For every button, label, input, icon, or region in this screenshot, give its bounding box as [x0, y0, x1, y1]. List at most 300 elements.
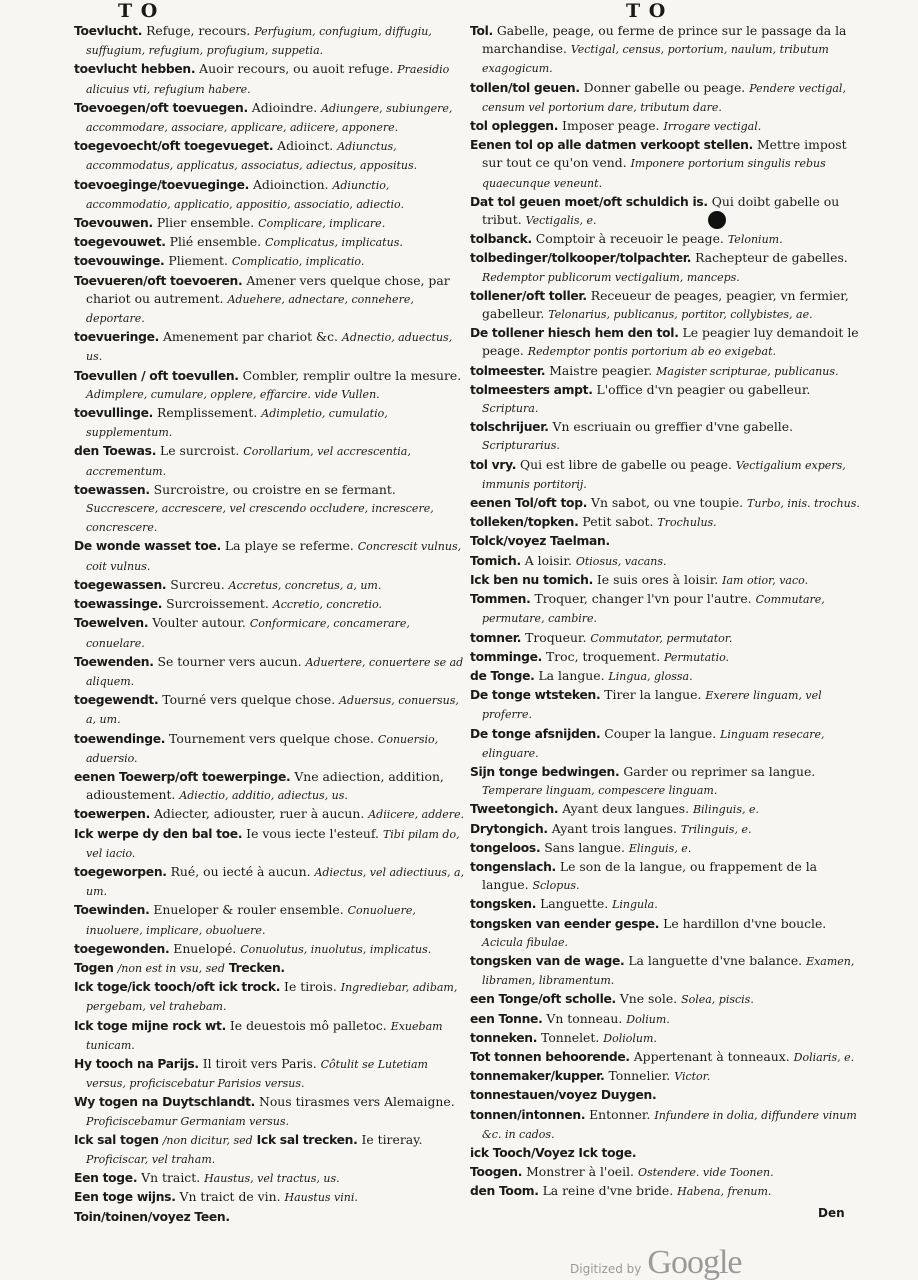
latin-gloss: Commutare, permutare, cambire. [482, 593, 825, 626]
french-gloss: Vn traict. [137, 1170, 205, 1186]
dictionary-entry [470, 990, 863, 1009]
dictionary-entry [470, 324, 863, 361]
french-gloss: Troqueur. [521, 629, 591, 645]
french-gloss: La reine d'vne bride. [538, 1183, 678, 1199]
latin-gloss: Perfugium, confugium, diffugiu, suffugium, refugium, profugium, suppetia. [86, 25, 432, 58]
latin-gloss: Telonarius, publicanus, portitor, collybistes, ae. [548, 308, 813, 322]
dictionary-entry [470, 839, 863, 858]
latin-gloss: Turbo, inis. trochus. [747, 497, 860, 511]
dictionary-entry [470, 858, 863, 895]
dictionary-entry [470, 895, 863, 914]
watermark [570, 1244, 742, 1278]
headword: Ick werpe dy den bal toe. [74, 826, 243, 841]
latin-gloss: /non est in vsu, sed [117, 961, 225, 975]
french-gloss: Ie tirois. [280, 979, 341, 995]
latin-gloss: Lingua, glossa. [608, 669, 693, 683]
headword: toegeworpen. [74, 864, 167, 879]
headword: toegewassen. [74, 577, 167, 592]
headword-continued: Trecken. [224, 960, 285, 975]
latin-gloss: Proficiscebamur Germaniam versus. [86, 1114, 289, 1128]
dictionary-entry [470, 418, 863, 455]
french-gloss: Adioinct. [273, 138, 338, 154]
headword: Drytongich. [470, 821, 548, 836]
latin-gloss: Adiungere, subiungere, accommodare, associare, applicare, adiicere, apponere. [86, 101, 453, 135]
french-gloss: Rachepteur de gabelles. [691, 250, 848, 266]
french-gloss-continued: Ie tireray. [357, 1131, 423, 1147]
right-column [470, 22, 863, 1202]
dictionary-entry [74, 176, 466, 214]
dictionary-entry [470, 494, 863, 513]
dictionary-entry [74, 214, 466, 233]
headword: toewerpen. [74, 807, 150, 822]
latin-gloss: Scriptura. [482, 402, 539, 416]
dictionary-entry [470, 1067, 863, 1086]
french-gloss: Se tourner vers aucun. [153, 653, 306, 669]
french-gloss: Entonner. [585, 1106, 655, 1122]
headword: toevueringe. [74, 330, 160, 345]
french-gloss: Languette. [536, 896, 613, 912]
headword: Toewelven. [74, 616, 149, 631]
latin-gloss: Habena, frenum. [677, 1185, 772, 1199]
latin-gloss: Dolium. [626, 1012, 670, 1026]
headword: toevlucht hebben. [74, 62, 196, 77]
french-gloss: Voulter autour. [148, 615, 250, 631]
french-gloss: Le hardillon d'vne boucle. [659, 915, 827, 931]
french-gloss: Adioindre. [247, 99, 322, 115]
latin-gloss: Adimplere, cumulare, opplere, effarcire. vide Vullen. [86, 387, 380, 401]
latin-gloss: Acicula fibulae. [482, 935, 568, 949]
watermark-brand: Google [647, 1244, 742, 1280]
headword: tolmeester. [470, 363, 546, 378]
dictionary-entry [470, 1029, 863, 1048]
latin-gloss: Conuoluere, inuoluere, implicare, obuoluere. [86, 904, 416, 937]
headword: Toewenden. [74, 654, 154, 669]
headword: tonnemaker/kupper. [470, 1069, 605, 1084]
dictionary-entry [74, 805, 466, 824]
latin-gloss: Adimpletio, cumulatio, supplementum. [86, 407, 388, 440]
latin-gloss: Exuebam tunicam. [86, 1019, 443, 1052]
headword: Tot tonnen behoorende. [470, 1049, 630, 1064]
running-header [70, 0, 860, 24]
dictionary-entry [74, 1017, 466, 1055]
french-gloss: Monstrer à l'oeil. [522, 1164, 638, 1180]
latin-gloss: Accretus, concretus, a, um. [228, 578, 382, 592]
dictionary-entry [470, 763, 863, 800]
french-gloss: Le peagier luy demandoit le peage. [482, 325, 859, 359]
french-gloss: Mettre impost sur tout ce qu'on vend. [482, 137, 847, 171]
latin-gloss: Exerere linguam, vel proferre. [482, 689, 822, 722]
latin-gloss: Vectigalium expers, immunis portitorij. [482, 458, 846, 491]
french-gloss: Surcroistre, ou croistre en se fermant. [149, 481, 396, 497]
latin-gloss: Pendere vectigal, censum vel portorium dare, tributum dare. [482, 81, 846, 114]
french-gloss: Surcreu. [166, 576, 229, 592]
headword: Tolck/voyez Taelman. [470, 534, 610, 549]
dictionary-entry [470, 552, 863, 571]
dictionary-entry [74, 481, 466, 538]
headword: toegevouwet. [74, 235, 166, 250]
french-gloss: Remplissement. [153, 405, 262, 421]
headword: Toin/toinen/voyez Teen. [74, 1209, 230, 1224]
dictionary-entry [74, 1131, 466, 1169]
headword: tonnestauen/voyez Duygen. [470, 1088, 657, 1103]
headword: toewassen. [74, 482, 150, 497]
french-gloss: La playe se referme. [220, 538, 358, 554]
headword: tongsken. [470, 897, 537, 912]
dictionary-entry [74, 22, 466, 60]
dictionary-entry [74, 99, 466, 137]
dictionary-entry [74, 537, 466, 575]
latin-gloss: /non dicitur, sed [162, 1133, 253, 1147]
dictionary-entry [470, 629, 863, 648]
dictionary-entry [470, 571, 863, 590]
latin-gloss: Victor. [674, 1070, 711, 1084]
latin-gloss: Complicatus, implicatus. [265, 236, 403, 250]
dictionary-entry [74, 367, 466, 404]
latin-gloss: Vectigal, census, portorium, naulum, tributum exagogicum. [482, 43, 829, 76]
latin-gloss: Sclopus. [532, 879, 580, 893]
headword: toevullinge. [74, 406, 154, 421]
latin-gloss: Adiectus, vel adiectiuus, a, um. [86, 865, 465, 899]
dictionary-entry [74, 1169, 466, 1188]
french-gloss: Surcroissement. [162, 596, 273, 612]
dictionary-entry [470, 1048, 863, 1067]
headword: toevoeginge/toevueginge. [74, 177, 250, 192]
french-gloss: Comptoir à receuoir le peage. [531, 231, 728, 247]
headword: de Tonge. [470, 668, 535, 683]
headword: ick Tooch/Voyez Ick toge. [470, 1145, 637, 1160]
latin-gloss: Haustus vini. [284, 1191, 358, 1205]
dictionary-entry [74, 653, 466, 691]
dictionary-entry [74, 272, 466, 329]
latin-gloss: Doliolum. [603, 1031, 657, 1045]
dictionary-entry [470, 230, 863, 249]
headword: Toevouwen. [74, 216, 153, 231]
french-gloss: Imposer peage. [558, 118, 664, 134]
dictionary-entry [470, 1163, 863, 1182]
headword: tongeloos. [470, 840, 541, 855]
latin-gloss: Temperare linguam, compescere linguam. [482, 784, 718, 798]
latin-gloss: Vectigalis, e. [525, 214, 597, 228]
dictionary-entry [74, 328, 466, 366]
headword: Ick sal togen [74, 1132, 159, 1147]
latin-gloss: Commutator, permutator. [590, 631, 733, 645]
french-gloss: Donner gabelle ou peage. [579, 79, 750, 95]
headword: Toevoegen/oft toevuegen. [74, 100, 248, 115]
latin-gloss: Praesidio alicuius vti, refugium habere. [86, 63, 450, 96]
latin-gloss: Scripturarius. [482, 439, 560, 453]
french-gloss: La languette d'vne balance. [624, 952, 807, 968]
latin-gloss: Trochulus. [657, 516, 717, 530]
headword: Tweetongich. [470, 802, 559, 817]
dictionary-entry [74, 768, 466, 805]
latin-gloss: Telonium. [727, 233, 783, 247]
headword: Tommen. [470, 592, 531, 607]
dictionary-entry [470, 952, 863, 990]
dictionary-entry [470, 362, 863, 381]
latin-gloss: Examen, libramen, libramentum. [482, 954, 855, 988]
french-gloss: Le son de la langue, ou frappement de la langue. [482, 858, 818, 893]
french-gloss: Il tiroit vers Paris. [198, 1055, 321, 1071]
headword: De wonde wasset toe. [74, 539, 221, 554]
headword: De tonge afsnijden. [470, 726, 601, 741]
headword: toegewendt. [74, 693, 159, 708]
latin-gloss: Trilinguis, e. [680, 822, 752, 836]
french-gloss: Auoir recours, ou auoit refuge. [195, 61, 398, 77]
dictionary-entry [74, 1055, 466, 1093]
latin-gloss: Permutatio. [663, 650, 730, 664]
latin-gloss: Linguam resecare, elinguare. [482, 727, 825, 760]
headword: tomner. [470, 630, 522, 645]
dictionary-entry [470, 1010, 863, 1029]
french-gloss: Vne adiection, addition, adioustement. [86, 768, 444, 803]
latin-gloss: Adiunctus, accommodatus, applicatus, associatus, adiectus, appositus. [86, 140, 418, 173]
latin-gloss: Adiicere, addere. [368, 808, 465, 822]
french-gloss: Combler, remplir oultre la mesure. [238, 367, 462, 383]
dictionary-entry [74, 940, 466, 959]
dictionary-entry [470, 1106, 863, 1144]
headword: tomminge. [470, 649, 543, 664]
latin-gloss: Iam otior, vaco. [722, 573, 809, 587]
french-gloss: Ie suis ores à loisir. [592, 571, 723, 587]
headword: tolmeesters ampt. [470, 382, 593, 397]
headword: toegevoecht/oft toegevueget. [74, 139, 274, 154]
dictionary-entry [74, 614, 466, 652]
headword: eenen Tol/oft top. [470, 496, 588, 511]
headword: Eenen tol op alle datmen verkoopt stellen. [470, 138, 753, 153]
headword: tol opleggen. [470, 119, 559, 134]
watermark-prefix: Digitized by [570, 1262, 642, 1276]
headword: tonneken. [470, 1030, 538, 1045]
catchword: Den [818, 1206, 845, 1220]
header-right: T O [626, 0, 667, 22]
latin-gloss-continued: Proficiscar, vel traham. [86, 1152, 216, 1166]
latin-gloss: Imponere portorium singulis rebus quaecunque veneunt. [482, 157, 826, 190]
latin-gloss: Haustus, vel tractus, us. [204, 1172, 340, 1186]
latin-gloss: Concrescit vulnus, coit vulnus. [86, 540, 462, 573]
latin-gloss: Aduersus, conuersus, a, um. [86, 694, 459, 727]
french-gloss: Plier ensemble. [152, 215, 259, 231]
french-gloss: Troquer, changer l'vn pour l'autre. [530, 591, 756, 607]
header-left: T O [118, 0, 159, 22]
latin-gloss: Conuolutus, inuolutus, implicatus. [240, 942, 432, 956]
dictionary-entry [470, 686, 863, 724]
latin-gloss: Conuersio, aduersio. [86, 732, 439, 765]
latin-gloss: Otiosus, vacans. [575, 554, 667, 568]
dictionary-entry [470, 1144, 863, 1163]
french-gloss: Gabelle, peage, ou ferme de prince sur le passage da la marchandise. [482, 23, 847, 57]
french-gloss: Tourné vers quelque chose. [158, 692, 340, 708]
dictionary-entry [470, 249, 863, 286]
dictionary-entry [470, 79, 863, 117]
latin-gloss: Irrogare vectigal. [663, 120, 762, 134]
latin-gloss: Conformicare, concamerare, conuelare. [86, 617, 410, 650]
dictionary-entry [470, 800, 863, 819]
headword: Een toge. [74, 1171, 138, 1186]
headword: toewendinge. [74, 731, 166, 746]
headword: tollen/tol geuen. [470, 80, 580, 95]
headword: Togen [74, 960, 114, 975]
dictionary-entry [74, 137, 466, 175]
headword: toegewonden. [74, 941, 170, 956]
latin-gloss: Adiunctio, accommodatio, applicatio, appositio, associatio, adiectio. [86, 178, 404, 211]
ink-blot [708, 211, 726, 229]
latin-gloss: Complicare, implicare. [258, 217, 386, 231]
french-gloss: Ayant trois langues. [547, 820, 681, 836]
dictionary-entry [74, 959, 466, 978]
latin-gloss: Redemptor pontis portorium ab eo exigebat. [527, 345, 777, 359]
french-gloss: Vn traict de vin. [175, 1189, 285, 1205]
french-gloss: Ie vous iecte l'esteuf. [242, 825, 383, 841]
dictionary-entry [74, 252, 466, 271]
french-gloss: Tournement vers quelque chose. [165, 730, 378, 746]
headword: tongsken van eender gespe. [470, 916, 660, 931]
dictionary-entry [74, 863, 466, 901]
headword: tolbedinger/tolkooper/tolpachter. [470, 251, 692, 266]
headword: De tonge wtsteken. [470, 688, 601, 703]
headword: tongsken van de wage. [470, 953, 625, 968]
dictionary-entry [470, 456, 863, 494]
headword: eenen Toewerp/oft toewerpinge. [74, 769, 291, 784]
french-gloss: Sans langue. [540, 839, 629, 855]
french-gloss: Adioinction. [249, 176, 333, 192]
dictionary-entry [74, 595, 466, 614]
headword-continued: Ick sal trecken. [252, 1132, 358, 1147]
latin-gloss: Tibi pilam do, vel iacio. [86, 827, 460, 860]
french-gloss: Amener vers quelque chose, par chariot ou autrement. [86, 272, 450, 306]
french-gloss: Ayant deux langues. [558, 801, 693, 817]
french-gloss: Receueur de peages, peagier, vn fermier, gabelleur. [482, 287, 849, 322]
headword: Toewinden. [74, 903, 150, 918]
dictionary-entry [470, 590, 863, 628]
headword: tolbanck. [470, 232, 532, 247]
headword: Wy togen na Duytschlandt. [74, 1095, 256, 1110]
latin-gloss: Elinguis, e. [628, 841, 692, 855]
latin-gloss: Succrescere, accrescere, vel crescendo occludere, increscere, concrescere. [86, 502, 434, 535]
dictionary-entry [470, 725, 863, 763]
latin-gloss: Infundere in dolia, diffundere vinum &c. in cados. [482, 1108, 857, 1141]
headword: Sijn tonge bedwingen. [470, 764, 620, 779]
french-gloss: Appertenant à tonneaux. [629, 1048, 794, 1064]
latin-gloss: Bilinguis, e. [692, 803, 759, 817]
french-gloss: Ie deuestois mô palletoc. [225, 1017, 391, 1033]
french-gloss: L'office d'vn peagier ou gabelleur. [592, 381, 811, 397]
headword: toevouwinge. [74, 254, 165, 269]
french-gloss: Tonnelier. [604, 1068, 675, 1084]
dictionary-entry [470, 287, 863, 324]
headword: tollener/oft toller. [470, 288, 587, 303]
french-gloss: Tirer la langue. [600, 687, 706, 703]
french-gloss: Vn tonneau. [542, 1010, 627, 1026]
french-gloss: La langue. [534, 667, 609, 683]
latin-gloss: Solea, piscis. [681, 993, 754, 1007]
french-gloss: Plié ensemble. [165, 234, 266, 250]
latin-gloss: Ingrediebar, adibam, pergebam, vel trahebam. [86, 981, 458, 1014]
dictionary-entry [470, 1182, 863, 1201]
french-gloss: Tonnelet. [537, 1029, 604, 1045]
latin-gloss: Aduertere, conuertere se ad aliquem. [86, 655, 464, 688]
dictionary-entry [74, 730, 466, 768]
french-gloss: Petit sabot. [578, 514, 658, 530]
dictionary-entry [470, 648, 863, 667]
dictionary-entry [470, 513, 863, 532]
headword: Een toge wijns. [74, 1190, 176, 1205]
dictionary-entry [74, 404, 466, 442]
headword: Hy tooch na Parijs. [74, 1056, 199, 1071]
headword: De tollener hiesch hem den tol. [470, 326, 679, 341]
french-gloss: Vn escriuain ou greffier d'vne gabelle. [548, 419, 794, 435]
latin-gloss: Côtulit se Lutetiam versus, proficiscebatur Parisios versus. [86, 1057, 428, 1091]
dictionary-entry [470, 381, 863, 418]
dictionary-entry [74, 978, 466, 1016]
french-gloss: Qui doibt gabelle ou tribut. [482, 193, 840, 228]
dictionary-entry [470, 820, 863, 839]
dictionary-entry [470, 532, 863, 551]
dictionary-entry [470, 136, 863, 193]
headword: den Toewas. [74, 444, 157, 459]
french-gloss: Troc, troquement. [542, 648, 664, 664]
french-gloss: Vne sole. [615, 991, 682, 1007]
french-gloss: Garder ou reprimer sa langue. [619, 763, 816, 779]
headword: Toogen. [470, 1165, 523, 1180]
headword: tol vry. [470, 457, 517, 472]
dictionary-entry [74, 576, 466, 595]
dictionary-entry [74, 60, 466, 98]
headword: tolleken/topken. [470, 515, 579, 530]
french-gloss: Enueloper & rouler ensemble. [149, 902, 348, 918]
french-gloss: Maistre peagier. [545, 362, 657, 378]
headword: toewassinge. [74, 597, 163, 612]
latin-gloss: Magister scripturae, publicanus. [656, 364, 839, 378]
dictionary-entry [74, 691, 466, 729]
dictionary-entry [74, 901, 466, 939]
french-gloss: Amenement par chariot &c. [159, 329, 342, 345]
french-gloss: Refuge, recours. [142, 23, 255, 38]
french-gloss: Nous tirasmes vers Alemaigne. [255, 1094, 455, 1110]
latin-gloss: Adnectio, aduectus, us. [86, 331, 453, 364]
french-gloss: Qui est libre de gabelle ou peage. [516, 456, 736, 472]
latin-gloss: Corollarium, vel accrescentia, accrementum. [86, 445, 411, 478]
headword: een Tonge/oft scholle. [470, 992, 616, 1007]
dictionary-entry [470, 915, 863, 952]
dictionary-entry [74, 1093, 466, 1130]
latin-gloss: Complicatio, implicatio. [231, 255, 365, 269]
french-gloss: Couper la langue. [600, 725, 721, 741]
latin-gloss: Aduehere, adnectare, connehere, deportare. [86, 292, 414, 326]
french-gloss: Rué, ou iecté à aucun. [166, 863, 315, 879]
headword: Ick toge mijne rock wt. [74, 1018, 226, 1033]
headword: den Toom. [470, 1184, 539, 1199]
latin-gloss: Adiectio, additio, adiectus, us. [179, 789, 348, 803]
latin-gloss: Ostendere. vide Toonen. [637, 1166, 774, 1180]
french-gloss: Adiecter, adiouster, ruer à aucun. [150, 806, 369, 822]
french-gloss: Vn sabot, ou vne toupie. [587, 495, 748, 511]
french-gloss: Enuelopé. [169, 940, 241, 956]
dictionary-entry [74, 442, 466, 480]
dictionary-entry [470, 1086, 863, 1105]
headword: Ick toge/ick tooch/oft ick trock. [74, 980, 281, 995]
headword: Dat tol geuen moet/oft schuldich is. [470, 194, 708, 209]
headword: Toevueren/oft toevoeren. [74, 273, 243, 288]
dictionary-entry [470, 22, 863, 79]
headword: tongenslach. [470, 859, 556, 874]
headword: Toevullen / oft toevullen. [74, 368, 239, 383]
latin-gloss: Doliaris, e. [793, 1050, 855, 1064]
headword: tonnen/intonnen. [470, 1107, 586, 1122]
french-gloss: A loisir. [520, 552, 576, 568]
left-column [74, 22, 466, 1227]
headword: Ick ben nu tomich. [470, 572, 593, 587]
headword: Tol. [470, 24, 493, 38]
